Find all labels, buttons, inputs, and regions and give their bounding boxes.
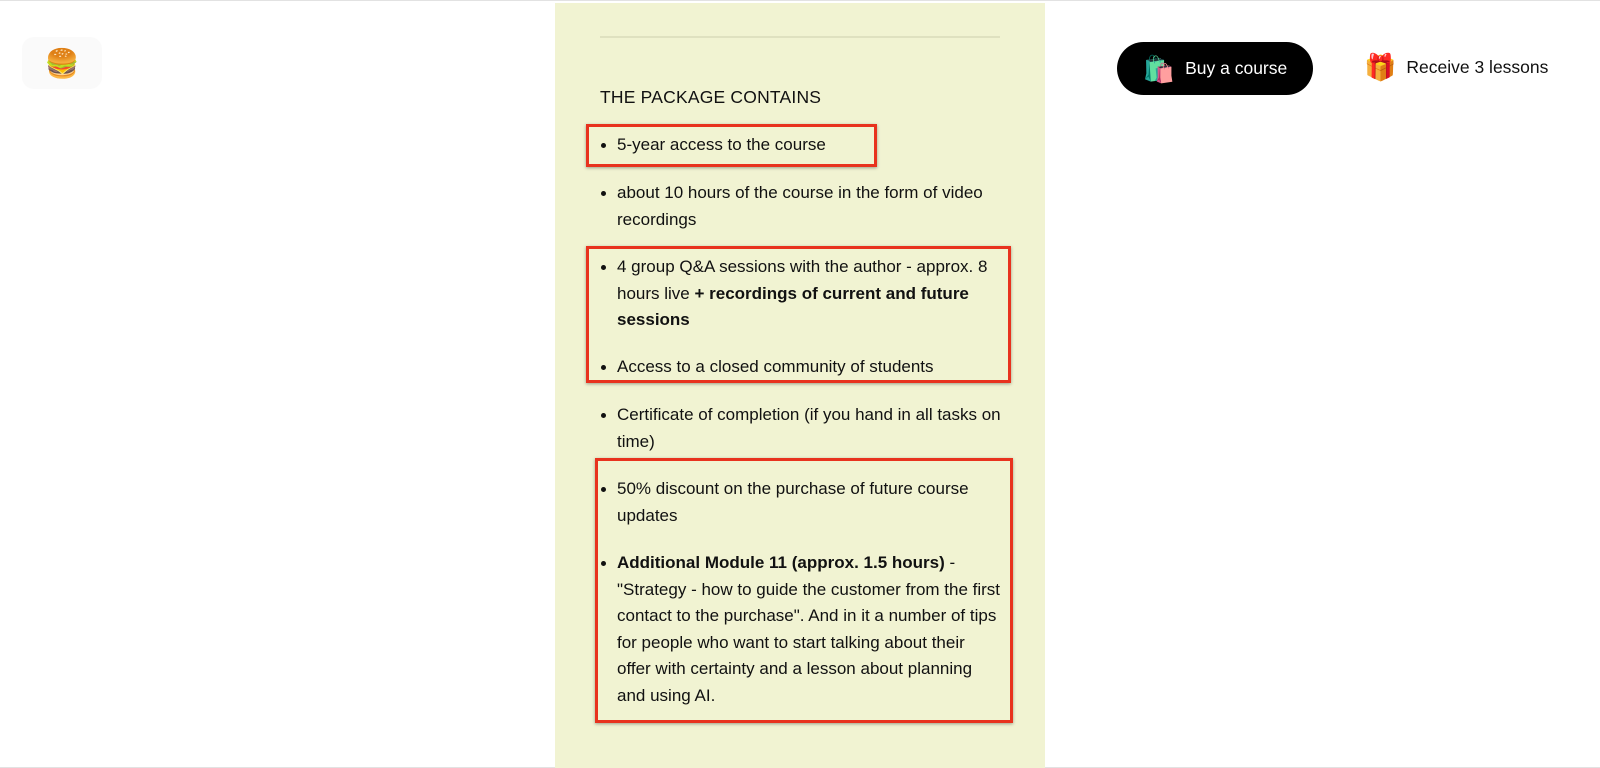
list-item-video-hours: about 10 hours of the course in the form of video recordings <box>617 180 1002 233</box>
divider <box>600 36 1000 38</box>
section-title: THE PACKAGE CONTAINS <box>600 87 822 107</box>
hamburger-icon: 🍔 <box>44 47 80 79</box>
receive-lessons-link[interactable] <box>1364 49 1548 85</box>
shopping-bags-icon: 🛍️ <box>1142 53 1176 84</box>
list-item-module-11: Additional Module 11 (approx. 1.5 hours) - "Strategy - how to guide the customer from the first contact to the purchase". And in it a number of tips for people who want to start talking about their offer with certainty and a lesson about planning and using AI. <box>617 550 1002 709</box>
list-item-certificate: Certificate of completion (if you hand in all tasks on time) <box>617 402 1002 455</box>
receive-lessons-label: Receive 3 lessons <box>1406 56 1549 77</box>
list-item-discount: 50% discount on the purchase of future course updates <box>617 476 1002 529</box>
list-item-community: Access to a closed community of students <box>617 354 1002 381</box>
list-item-qa-sessions: 4 group Q&A sessions with the author - approx. 8 hours live + recordings of current and future sessions <box>617 254 1002 334</box>
gift-icon: 🎁 <box>1364 52 1397 82</box>
list-item-access: 5-year access to the course <box>617 132 1002 159</box>
buy-course-label: Buy a course <box>1185 58 1288 78</box>
package-panel <box>555 3 1045 768</box>
menu-button[interactable] <box>22 37 102 89</box>
buy-course-button[interactable] <box>1117 42 1313 95</box>
